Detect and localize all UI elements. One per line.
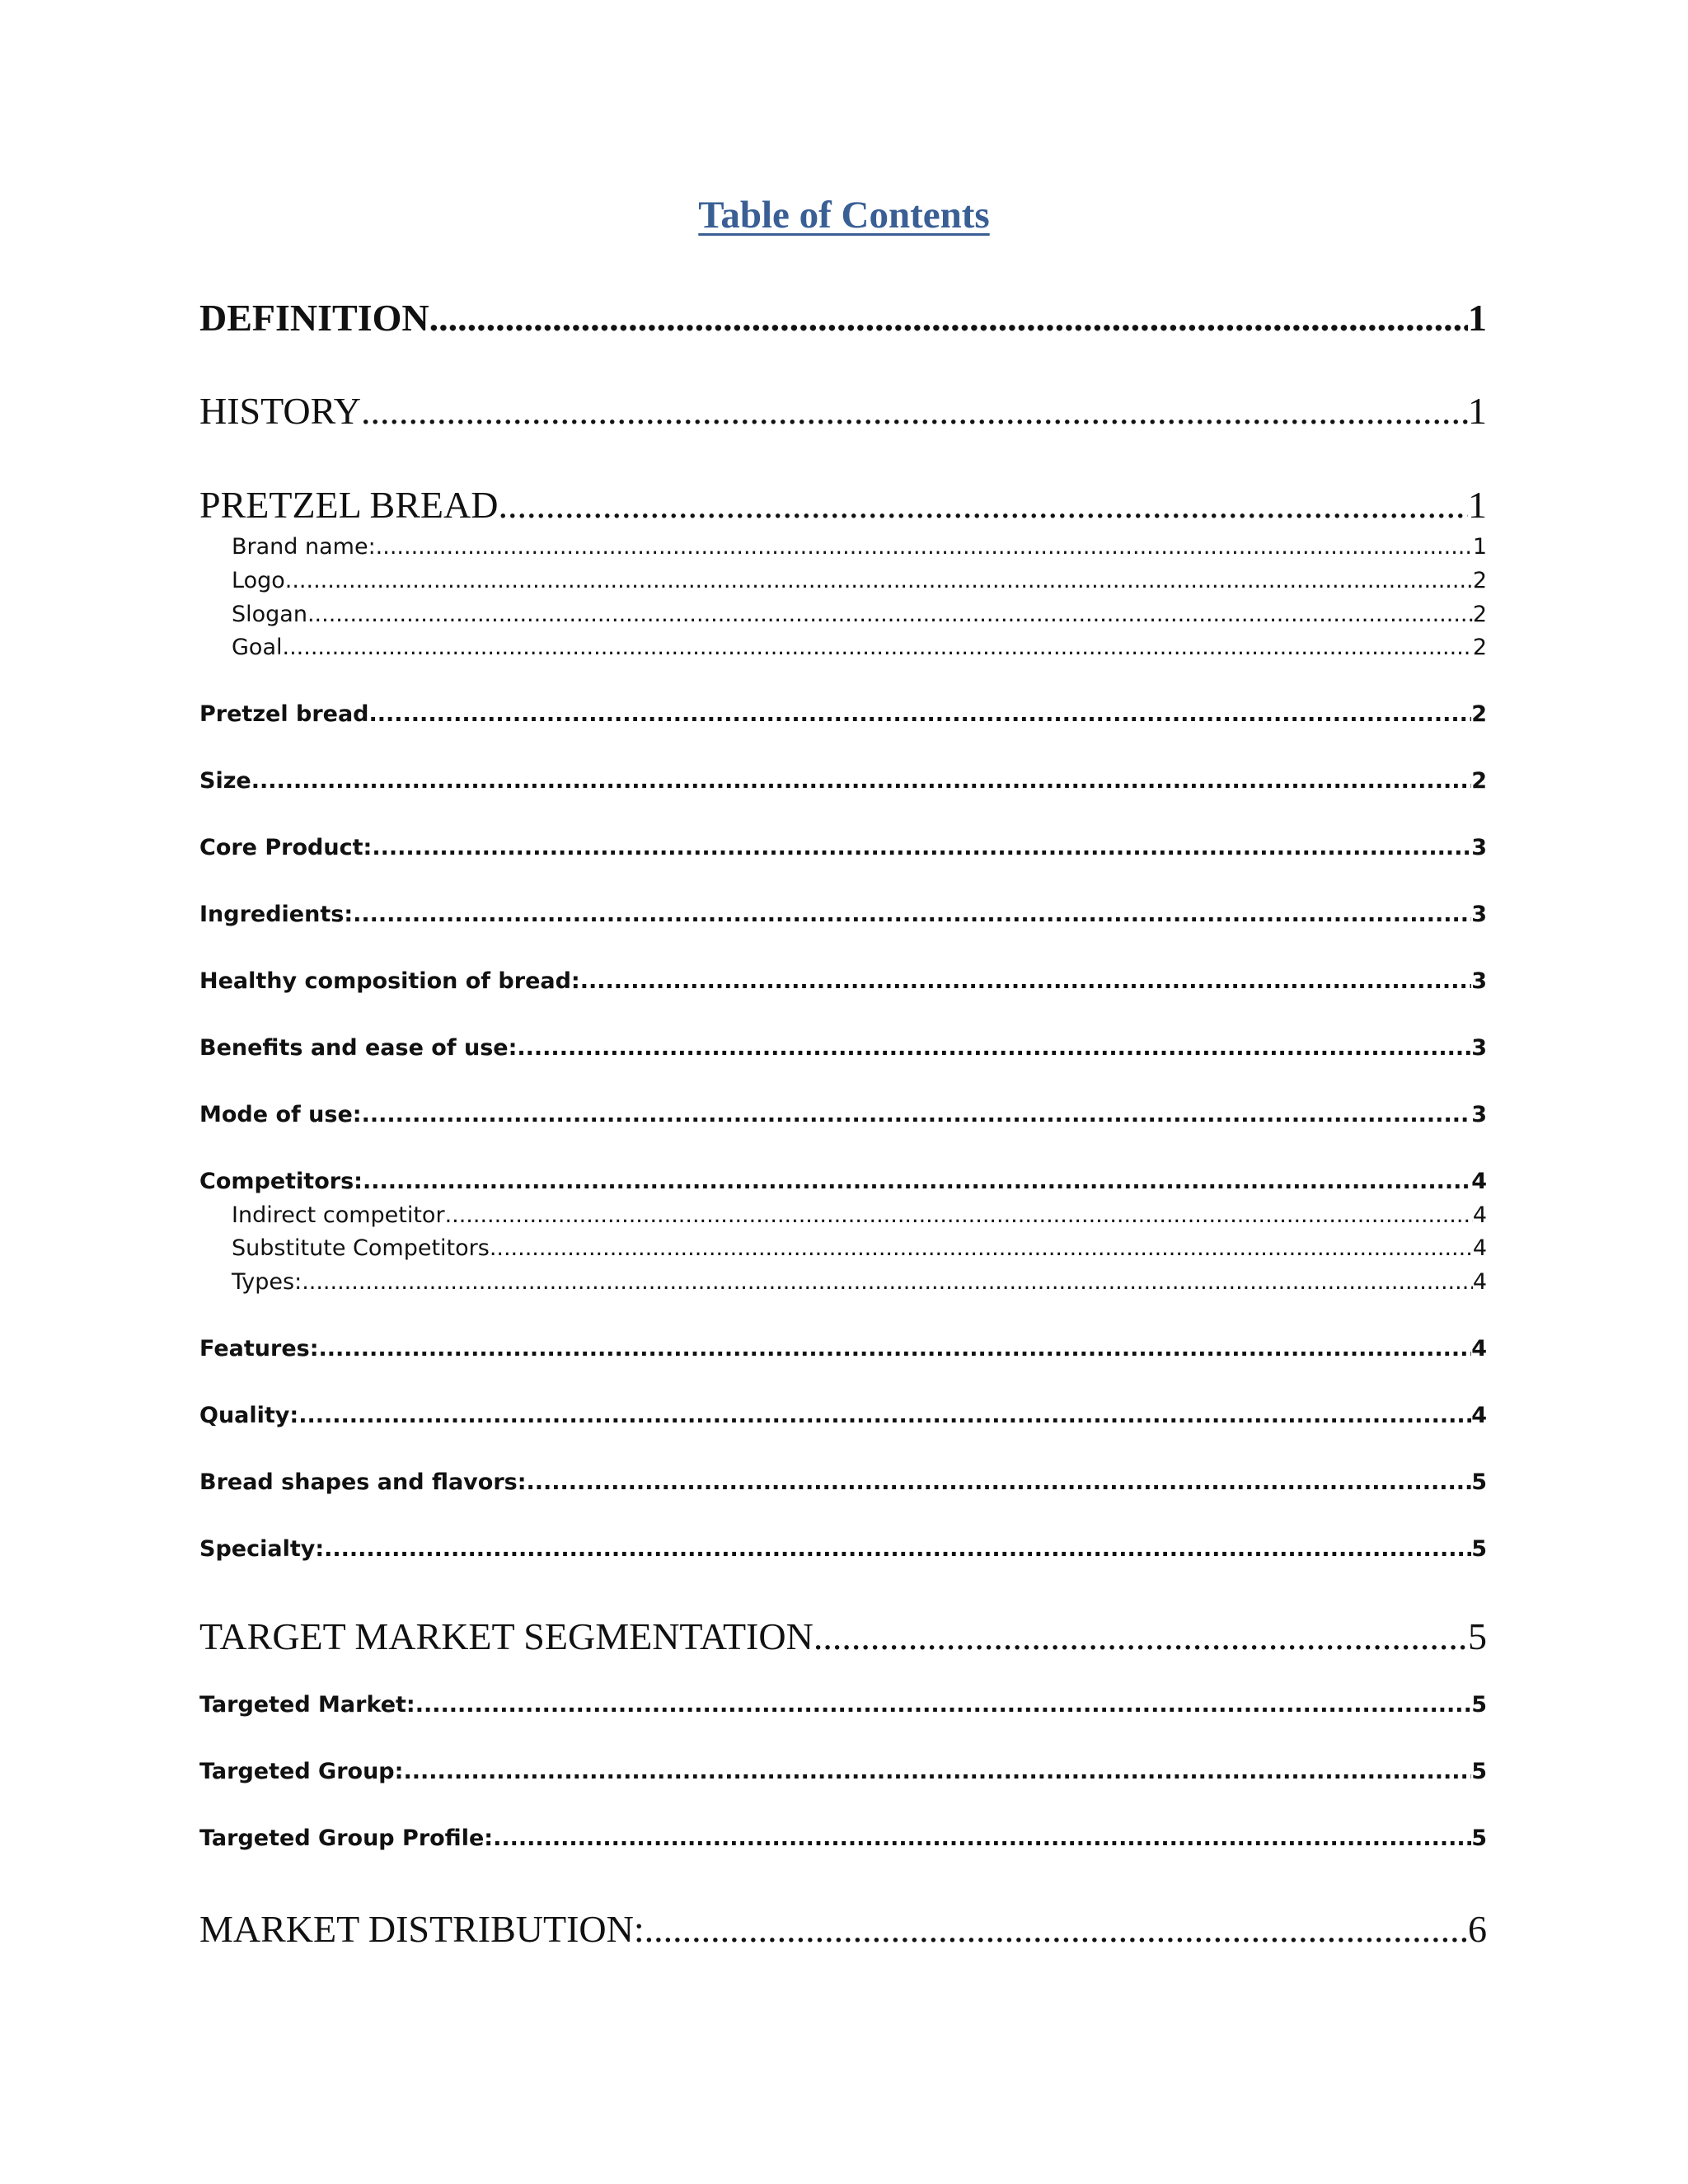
toc-entry-page: 3 bbox=[1471, 1035, 1487, 1061]
toc-entry-label: Benefits and ease of use: bbox=[199, 1035, 518, 1061]
toc-entry-label: Features: bbox=[199, 1336, 319, 1361]
toc-entry-page: 6 bbox=[1468, 1908, 1487, 1950]
dot-leader bbox=[376, 534, 1473, 560]
toc-entry-bread-shapes[interactable] bbox=[199, 1469, 1487, 1495]
toc-entry-label: Bread shapes and flavors: bbox=[199, 1469, 527, 1495]
toc-entry-page: 5 bbox=[1471, 1825, 1487, 1851]
toc-entry-page: 4 bbox=[1472, 1269, 1487, 1295]
toc-entry-page: 4 bbox=[1471, 1336, 1487, 1361]
toc-entry-label: HISTORY bbox=[199, 390, 361, 432]
toc-entry-page: 1 bbox=[1468, 390, 1487, 432]
toc-entry-quality[interactable] bbox=[199, 1403, 1487, 1428]
dot-leader bbox=[490, 1235, 1473, 1261]
toc-entry-label: TARGET MARKET SEGMENTATION bbox=[199, 1615, 814, 1657]
toc-entry-label: Logo bbox=[232, 568, 285, 593]
toc-entry-label: Pretzel bread bbox=[199, 701, 369, 727]
toc-entry-page: 5 bbox=[1471, 1469, 1487, 1495]
dot-leader bbox=[645, 1908, 1468, 1952]
toc-entry-page: 5 bbox=[1471, 1536, 1487, 1562]
dot-leader bbox=[814, 1615, 1468, 1659]
toc-entry-page: 2 bbox=[1472, 635, 1487, 660]
toc-entry-slogan[interactable] bbox=[232, 602, 1487, 627]
toc-entry-label: Quality: bbox=[199, 1403, 299, 1428]
toc-entry-label: Targeted Market: bbox=[199, 1692, 415, 1718]
toc-entry-goal[interactable] bbox=[232, 635, 1487, 660]
dot-leader bbox=[372, 835, 1471, 860]
toc-entry-page: 1 bbox=[1468, 484, 1487, 526]
toc-entry-page: 4 bbox=[1471, 1403, 1487, 1428]
dot-leader bbox=[429, 297, 1468, 340]
toc-entry-page: 3 bbox=[1471, 968, 1487, 994]
toc-entry-features[interactable] bbox=[199, 1336, 1487, 1361]
dot-leader bbox=[445, 1202, 1473, 1228]
toc-entry-page: 2 bbox=[1472, 602, 1487, 627]
toc-entry-page: 1 bbox=[1472, 534, 1487, 560]
toc-entry-targeted-group[interactable] bbox=[199, 1759, 1487, 1784]
toc-entry-page: 2 bbox=[1471, 701, 1487, 727]
toc-entry-label: Targeted Group Profile: bbox=[199, 1825, 494, 1851]
toc-entry-label: Types: bbox=[232, 1269, 302, 1295]
toc-entry-competitors[interactable] bbox=[199, 1169, 1487, 1194]
toc-entry-label: DEFINITION bbox=[199, 297, 429, 339]
dot-leader bbox=[307, 602, 1473, 627]
dot-leader bbox=[517, 1035, 1471, 1061]
toc-title: Table of Contents bbox=[698, 194, 990, 237]
toc-entry-targeted-market[interactable] bbox=[199, 1692, 1487, 1718]
toc-entry-logo[interactable] bbox=[232, 568, 1487, 593]
toc-entry-label: MARKET DISTRIBUTION: bbox=[199, 1908, 645, 1950]
dot-leader bbox=[498, 484, 1468, 527]
dot-leader bbox=[580, 968, 1471, 994]
toc-entry-page: 4 bbox=[1472, 1202, 1487, 1228]
toc-entry-page: 5 bbox=[1471, 1692, 1487, 1718]
dot-leader bbox=[319, 1336, 1472, 1361]
toc-entry-definition[interactable] bbox=[199, 297, 1487, 340]
toc-entry-specialty[interactable] bbox=[199, 1536, 1487, 1562]
toc-entry-label: Slogan bbox=[232, 602, 307, 627]
dot-leader bbox=[493, 1825, 1471, 1851]
toc-entry-page: 3 bbox=[1471, 835, 1487, 860]
toc-entry-label: Brand name: bbox=[232, 534, 376, 560]
toc-entry-page: 5 bbox=[1468, 1615, 1487, 1657]
toc-entry-core-product[interactable] bbox=[199, 835, 1487, 860]
toc-entry-page: 5 bbox=[1471, 1759, 1487, 1784]
toc-entry-page: 4 bbox=[1472, 1235, 1487, 1261]
toc-entry-label: Competitors: bbox=[199, 1169, 363, 1194]
toc-entry-page: 3 bbox=[1471, 902, 1487, 927]
toc-entry-market-distribution[interactable] bbox=[199, 1908, 1487, 1952]
toc-entry-brand-name[interactable] bbox=[232, 534, 1487, 560]
toc-entry-label: Size bbox=[199, 768, 251, 794]
dot-leader bbox=[353, 902, 1471, 927]
toc-entry-pretzel-bread-heading[interactable] bbox=[199, 484, 1487, 527]
toc-entry-page: 2 bbox=[1472, 568, 1487, 593]
dot-leader bbox=[298, 1403, 1471, 1428]
dot-leader bbox=[403, 1759, 1471, 1784]
toc-entry-label: PRETZEL BREAD bbox=[199, 484, 499, 526]
toc-entry-ingredients[interactable] bbox=[199, 902, 1487, 927]
toc-entry-indirect-competitor[interactable] bbox=[232, 1202, 1487, 1228]
toc-entry-label: Mode of use: bbox=[199, 1102, 362, 1127]
dot-leader bbox=[363, 1169, 1471, 1194]
toc-entry-label: Targeted Group: bbox=[199, 1759, 404, 1784]
dot-leader bbox=[527, 1469, 1472, 1495]
toc-entry-label: Specialty: bbox=[199, 1536, 325, 1562]
dot-leader bbox=[324, 1536, 1471, 1562]
toc-entry-healthy-composition[interactable] bbox=[199, 968, 1487, 994]
toc-entry-page: 3 bbox=[1471, 1102, 1487, 1127]
dot-leader bbox=[302, 1269, 1473, 1295]
toc-entry-size[interactable] bbox=[199, 768, 1487, 794]
toc-entry-label: Substitute Competitors bbox=[232, 1235, 490, 1261]
toc-entry-pretzel-bread[interactable] bbox=[199, 701, 1487, 727]
dot-leader bbox=[362, 1102, 1472, 1127]
dot-leader bbox=[283, 635, 1473, 660]
toc-entry-history[interactable] bbox=[199, 390, 1487, 434]
toc-entry-page: 2 bbox=[1471, 768, 1487, 794]
toc-entry-label: Indirect competitor bbox=[232, 1202, 445, 1228]
toc-entry-target-market-segmentation[interactable] bbox=[199, 1615, 1487, 1659]
dot-leader bbox=[369, 701, 1472, 727]
dot-leader bbox=[415, 1692, 1471, 1718]
toc-entry-types[interactable] bbox=[232, 1269, 1487, 1295]
toc-entry-page: 1 bbox=[1468, 297, 1487, 339]
toc-entry-benefits[interactable] bbox=[199, 1035, 1487, 1061]
toc-entry-label: Goal bbox=[232, 635, 283, 660]
toc-entry-label: Core Product: bbox=[199, 835, 373, 860]
dot-leader bbox=[251, 768, 1471, 794]
toc-entry-label: Ingredients: bbox=[199, 902, 354, 927]
toc-entry-substitute-competitors[interactable] bbox=[232, 1235, 1487, 1261]
toc-entry-page: 4 bbox=[1471, 1169, 1487, 1194]
toc-entry-targeted-group-profile[interactable] bbox=[199, 1825, 1487, 1851]
dot-leader bbox=[361, 390, 1468, 434]
toc-entry-label: Healthy composition of bread: bbox=[199, 968, 580, 994]
toc-entry-mode-of-use[interactable] bbox=[199, 1102, 1487, 1127]
dot-leader bbox=[285, 568, 1473, 593]
